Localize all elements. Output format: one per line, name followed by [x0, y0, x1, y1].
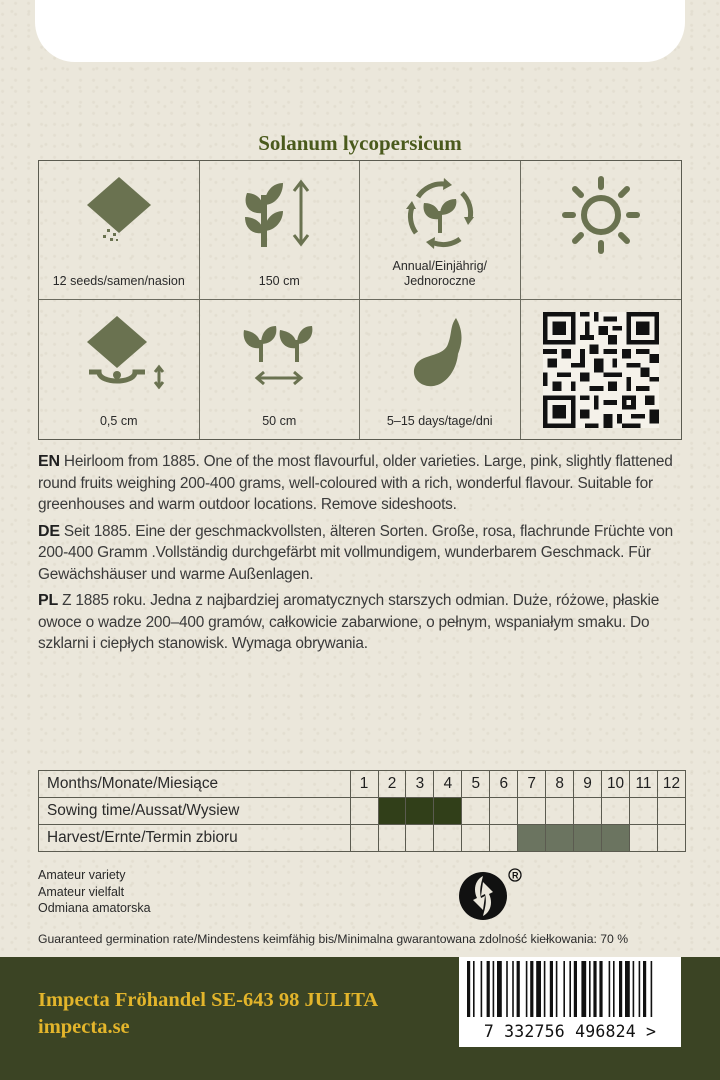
sowing-month-cell: [462, 798, 490, 825]
harvest-row: [39, 825, 686, 852]
variety-note: [38, 867, 151, 917]
barcode-bar: [581, 961, 586, 1017]
harvest-month-cell: [406, 825, 434, 852]
sowing-month-cell: [630, 798, 658, 825]
barcode-bar: [467, 961, 470, 1017]
description-block: [38, 451, 682, 660]
harvest-row-label: Harvest/Ernte/Termin zbioru: [39, 825, 351, 852]
barcode-bar: [544, 961, 546, 1017]
sowing-month-cell: [602, 798, 630, 825]
sun-icon: [561, 175, 641, 255]
germination-cell: [360, 300, 521, 439]
description-en-text: Heirloom from 1885. One of the most flavourful, older varieties. Large, pink, slightly flattened round fruits weighing 200-400 grams, well-coloured with a rich, wonderful flavour. Suitable for greenhouses and warm outdoor locations. Remove sideshoots.: [38, 453, 673, 513]
month-number: 7: [518, 771, 546, 798]
hang-hole-cutout: [35, 0, 685, 62]
calendar-header-label: Months/Monate/Miesiące: [39, 771, 351, 798]
sowing-depth-icon: [69, 314, 169, 389]
barcode-bar: [639, 961, 641, 1017]
variety-line-de: Amateur vielfalt: [38, 884, 125, 899]
sowing-month-cell: [350, 798, 378, 825]
barcode-bar: [473, 961, 475, 1017]
barcode-bar: [625, 961, 630, 1017]
barcode-bar: [487, 961, 490, 1017]
harvest-month-cell: [378, 825, 406, 852]
green-dot-recycle-icon: [455, 866, 527, 924]
germination-icon: [400, 314, 480, 394]
barcode-bar: [613, 961, 615, 1017]
description-de-text: Seit 1885. Eine der geschmackvollsten, älteren Sorten. Große, rosa, flachrunde Früchte von 200-400 Gramm .Vollständig durchgefärbt mit vollmundigem, wunderbarem Geschmack. Für Gewächshäuser und warme Außenlagen.: [38, 522, 673, 583]
icon-grid: [38, 160, 682, 440]
variety-line-en: Amateur variety: [38, 868, 126, 882]
harvest-month-cell: [630, 825, 658, 852]
species-name: Solanum lycopersicum: [258, 131, 462, 155]
sowing-row-label: Sowing time/Aussat/Wysiew: [39, 798, 351, 825]
plant-height-cell: [200, 161, 361, 300]
barcode-bar: [599, 961, 602, 1017]
harvest-month-cell: [434, 825, 462, 852]
plant-height-icon: [239, 175, 319, 250]
month-number: 10: [602, 771, 630, 798]
plant-spacing-caption: 50 cm: [262, 414, 297, 428]
sowing-month-cell: [378, 798, 406, 825]
barcode-bar: [619, 961, 622, 1017]
description-de: [38, 521, 682, 586]
sun-cell: [521, 161, 682, 300]
barcode-bar: [526, 961, 528, 1017]
barcode-bar: [593, 961, 596, 1017]
sowing-month-cell: [546, 798, 574, 825]
plant-spacing-icon: [234, 314, 324, 389]
lang-code-pl: PL: [38, 592, 59, 609]
plant-height-caption: 150 cm: [258, 274, 300, 288]
variety-line-pl: Odmiana amatorska: [38, 901, 151, 915]
barcode-bar: [493, 961, 495, 1017]
calendar-header-row: [39, 771, 686, 798]
barcode-bar: [512, 961, 514, 1017]
harvest-month-cell: [574, 825, 602, 852]
sowing-month-cell: [518, 798, 546, 825]
month-number: 12: [657, 771, 685, 798]
lang-code-en: EN: [38, 453, 60, 470]
barcode-bar: [633, 961, 635, 1017]
sowing-month-cell: [434, 798, 462, 825]
sowing-month-cell: [574, 798, 602, 825]
company-name: Impecta Fröhandel SE-643 98 JULITA: [38, 989, 379, 1011]
footer: [0, 957, 720, 1080]
barcode-bar: [589, 961, 591, 1017]
seed-count-caption: 12 seeds/samen/nasion: [52, 274, 185, 288]
month-number: 8: [546, 771, 574, 798]
seed-packet-icon: [79, 175, 159, 245]
month-number: 5: [462, 771, 490, 798]
month-number: 2: [378, 771, 406, 798]
annual-cell: [360, 161, 521, 300]
harvest-month-cell: [546, 825, 574, 852]
barcode-bar: [651, 961, 653, 1017]
company-address: [38, 987, 378, 1041]
lang-code-de: DE: [38, 522, 60, 540]
annual-caption: Annual/Einjährig/ Jednoroczne: [392, 259, 487, 288]
germination-rate: Guaranteed germination rate/Mindestens keimfähig bis/Minimalna gwarantowana zdolność kiełkowania: 70 %: [38, 932, 629, 946]
sowing-depth-cell: [39, 300, 200, 439]
barcode-bar: [517, 961, 520, 1017]
description-en: [38, 451, 682, 516]
barcode-bar: [569, 961, 571, 1017]
description-pl-text: Z 1885 roku. Jedna z najbardziej aromatycznych starszych odmian. Duże, różowe, płaskie owoce o wadze 200–400 gramów, całkowicie zabarwione, o pełnym, wspaniałym smaku. Do szklarni i ciepłych stanowisk. Wymaga obrywania.: [38, 592, 660, 652]
month-number: 1: [350, 771, 378, 798]
barcode-bar: [497, 961, 502, 1017]
harvest-month-cell: [602, 825, 630, 852]
website-link[interactable]: impecta.se: [38, 1016, 130, 1038]
barcode-bar: [506, 961, 508, 1017]
month-number: 4: [434, 771, 462, 798]
month-number: 9: [574, 771, 602, 798]
qr-cell: [521, 300, 682, 439]
harvest-month-cell: [350, 825, 378, 852]
harvest-month-cell: [657, 825, 685, 852]
annual-cycle-icon: [400, 175, 480, 250]
sowing-calendar: [38, 770, 686, 852]
barcode-bar: [530, 961, 533, 1017]
barcode-bar: [563, 961, 565, 1017]
barcode-bar: [609, 961, 611, 1017]
seed-count-cell: [39, 161, 200, 300]
sowing-month-cell: [490, 798, 518, 825]
sowing-row: [39, 798, 686, 825]
harvest-month-cell: [462, 825, 490, 852]
barcode-bar: [481, 961, 483, 1017]
barcode-bar: [556, 961, 558, 1017]
month-number: 11: [630, 771, 658, 798]
svg-text:R: R: [512, 870, 519, 881]
plant-spacing-cell: [200, 300, 361, 439]
qr-code-icon[interactable]: [541, 312, 661, 428]
month-number: 6: [490, 771, 518, 798]
description-pl: [38, 590, 682, 655]
barcode-bar: [536, 961, 541, 1017]
barcode-bar: [574, 961, 577, 1017]
month-number: 3: [406, 771, 434, 798]
sowing-depth-caption: 0,5 cm: [99, 414, 138, 428]
barcode-bar: [643, 961, 646, 1017]
germination-caption: 5–15 days/tage/dni: [386, 414, 493, 428]
sowing-month-cell: [406, 798, 434, 825]
harvest-month-cell: [518, 825, 546, 852]
barcode-bar: [550, 961, 553, 1017]
sowing-month-cell: [657, 798, 685, 825]
barcode-number: 7 332756 496824 >: [459, 1017, 681, 1047]
harvest-month-cell: [490, 825, 518, 852]
